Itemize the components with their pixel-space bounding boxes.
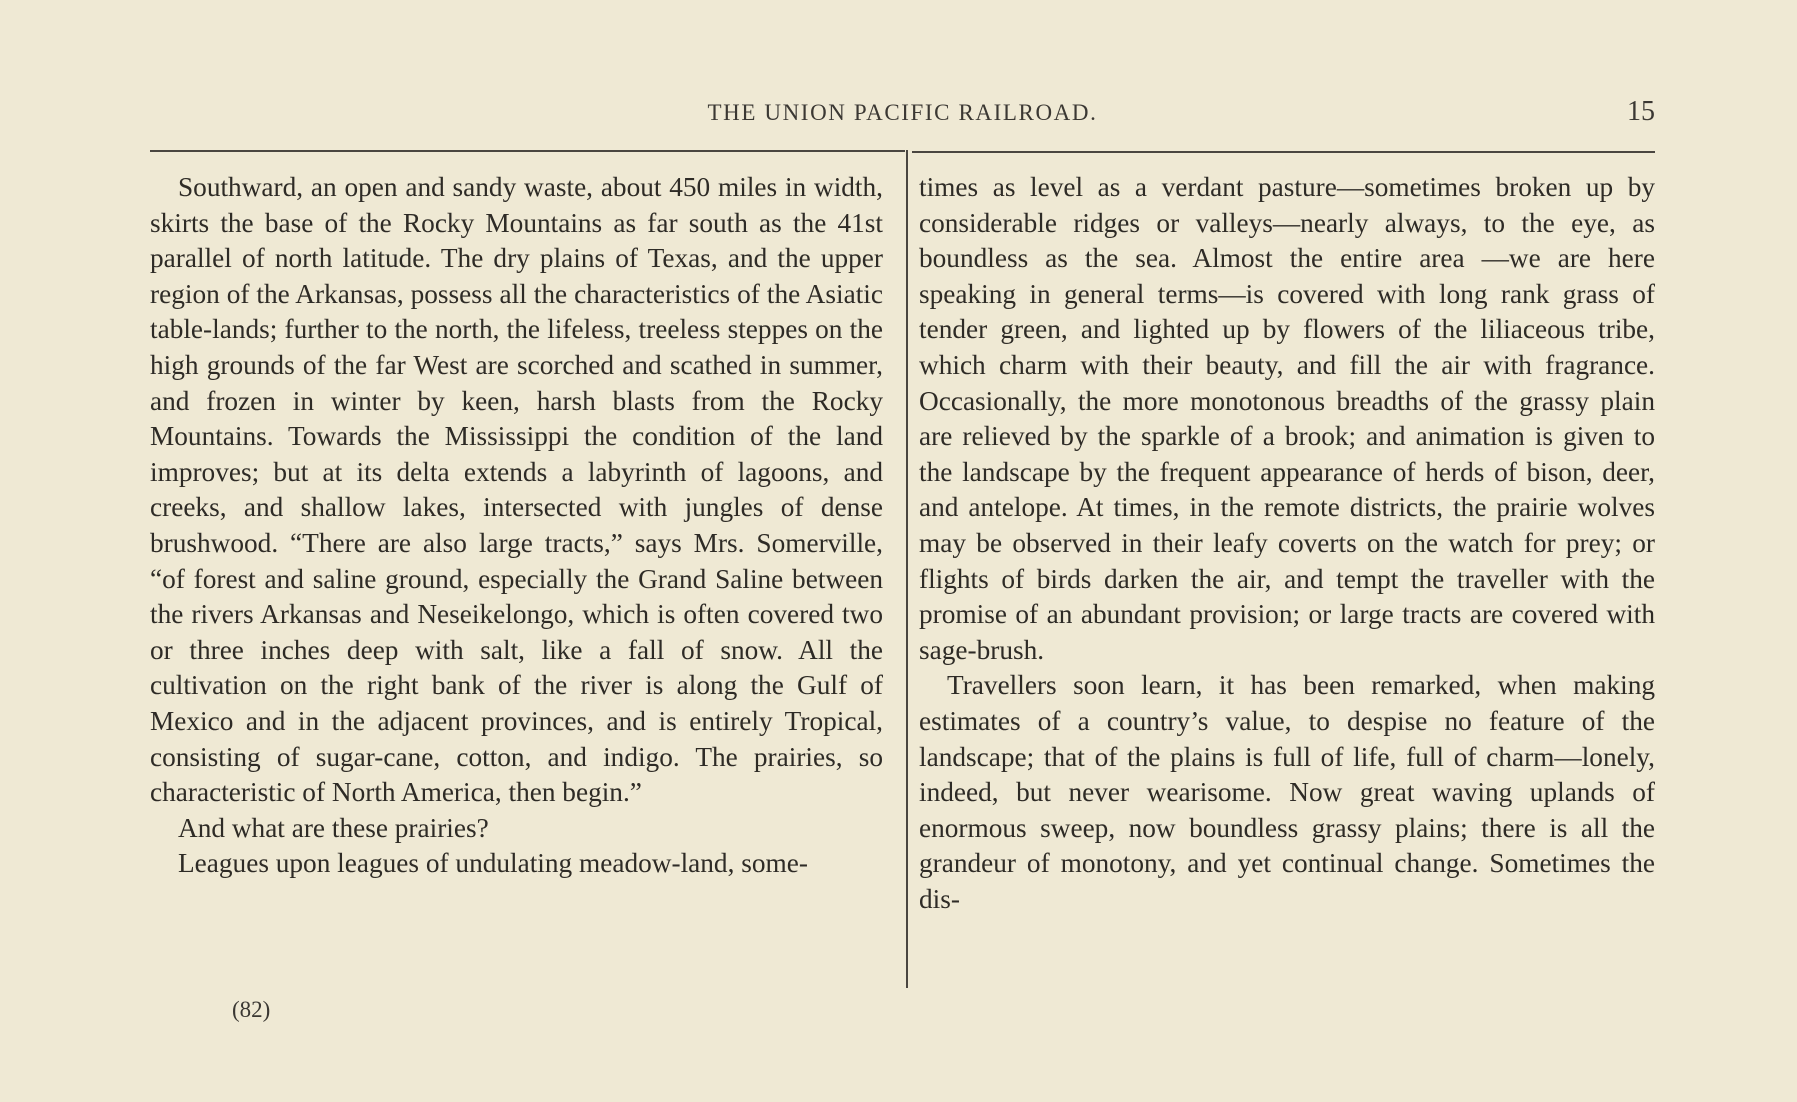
column-divider bbox=[906, 150, 908, 988]
paragraph: Southward, an open and sandy waste, about 450 miles in width, skirts the base of the Rocky Mountains as far south as the 41st parallel of north latitude. The dry plains of Texas, and the upper region of the Arkansas, possess all the characteristics of the Asiatic table-lands; further to the north, the lifeless, treeless steppes on the high grounds of the far West are scorched and scathed in summer, and frozen in winter by keen, harsh blasts from the Rocky Mountains. Towards the Mississippi the condition of the land improves; but at its delta extends a labyrinth of lagoons, and creeks, and shallow lakes, intersected with jungles of dense brushwood. “There are also large tracts,” says Mrs. Somerville, “of forest and saline ground, especially the Grand Saline between the rivers Arkansas and Neseikelongo, which is often covered two or three inches deep with salt, like a fall of snow. All the cultivation on the right bank of the river is along the Gulf of Mexico and in the adjacent provinces, and is entirely Tropical, consisting of sugar-cane, cotton, and indigo. The prairies, so characteristic of North America, then begin.” bbox=[150, 172, 883, 808]
left-column bbox=[150, 170, 883, 882]
running-title: THE UNION PACIFIC RAILROAD. bbox=[707, 100, 1098, 125]
paragraph: Travellers soon learn, it has been remarked, when making estimates of a country’s value, to despise no feature of the landscape; that of the plains is full of life, full of charm—lonely, indeed, but never wearisome. Now great waving uplands of enormous sweep, now boundless grassy plains; there is all the grandeur of monotony, and yet continual change. Sometimes the dis- bbox=[919, 670, 1655, 914]
right-column bbox=[919, 170, 1655, 917]
paragraph: And what are these prairies? bbox=[178, 812, 489, 843]
running-head bbox=[150, 98, 1655, 132]
paragraph: Leagues upon leagues of undulating meadow-land, some- bbox=[178, 848, 808, 879]
signature-mark: (82) bbox=[232, 997, 271, 1022]
header-rule-right bbox=[912, 151, 1655, 153]
paragraph: times as level as a verdant pasture—sometimes broken up by considerable ridges or valleys—nearly always, to the eye, as boundless as the sea. Almost the entire area —we are here speaking in general terms—is covered with long rank grass of tender green, and lighted up by flowers of the liliaceous tribe, which charm with their beauty, and fill the air with fragrance. Occasionally, the more monotonous breadths of the grassy plain are relieved by the sparkle of a brook; and animation is given to the landscape by the frequent appearance of herds of bison, deer, and antelope. At times, in the remote districts, the prairie wolves may be observed in their leafy coverts on the watch for prey; or flights of birds darken the air, and tempt the traveller with the promise of an abundant provision; or large tracts are covered with sage-brush. bbox=[919, 172, 1655, 665]
page-number: 15 bbox=[1627, 96, 1655, 127]
header-rule-left bbox=[150, 150, 905, 152]
